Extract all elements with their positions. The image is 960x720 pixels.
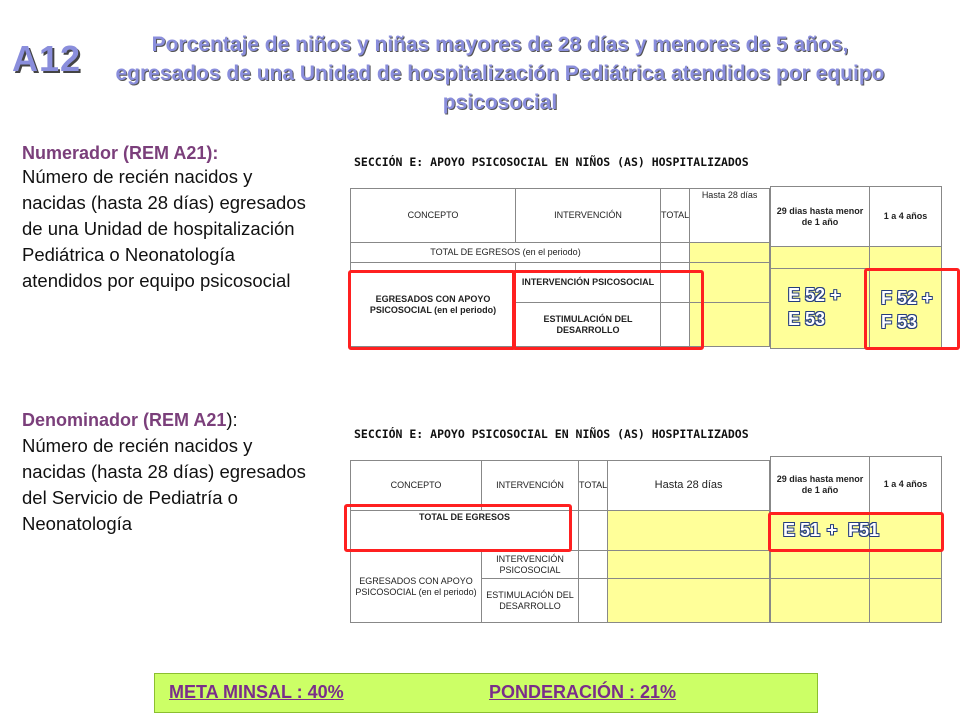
top-cell-hasta28-1 bbox=[690, 243, 770, 263]
meta-minsal-label: META MINSAL : 40% bbox=[169, 682, 344, 702]
top-row-estimulacion: ESTIMULACIÓN DEL DESARROLLO bbox=[516, 303, 661, 347]
bottom-formula bbox=[783, 518, 879, 542]
denominator-block bbox=[22, 407, 312, 537]
bottom-total-egresos-highlight bbox=[344, 504, 572, 552]
slide-code: A12 bbox=[12, 38, 82, 79]
top-col-29dias: 29 dias hasta menor de 1 año bbox=[771, 187, 870, 247]
bottom-cell-total-1 bbox=[579, 511, 608, 551]
bottom-row-estimulacion: ESTIMULACIÓN DEL DESARROLLO bbox=[482, 579, 579, 623]
denominator-heading-suffix: ): bbox=[226, 409, 238, 430]
top-row-egresados-apoyo: EGRESADOS CON APOYO PSICOSOCIAL (en el periodo) bbox=[351, 263, 516, 347]
bottom-col-intervencion: INTERVENCIÓN bbox=[482, 461, 579, 511]
bottom-cell-hasta28-1 bbox=[608, 511, 770, 551]
top-formula-e-line2: E 53 bbox=[788, 309, 826, 329]
top-age-cell-2 bbox=[870, 247, 942, 269]
bottom-cell-hasta28-2 bbox=[608, 551, 770, 579]
bottom-cell-total-2 bbox=[579, 551, 608, 579]
top-col-intervencion: INTERVENCIÓN bbox=[516, 189, 661, 243]
bottom-row-intervencion: INTERVENCIÓN PSICOSOCIAL bbox=[482, 551, 579, 579]
numerator-heading: Numerador (REM A21): bbox=[22, 143, 219, 163]
bottom-age-cell-3 bbox=[771, 551, 870, 579]
top-formula-f-line2: F 53 bbox=[881, 312, 918, 332]
top-formula-e bbox=[788, 283, 841, 331]
bottom-formula-plus: + bbox=[826, 520, 838, 540]
bottom-formula-e: E 51 bbox=[783, 520, 821, 540]
bottom-age-cell-6 bbox=[870, 579, 942, 623]
bottom-age-cell-4 bbox=[870, 551, 942, 579]
bottom-formula-f: F51 bbox=[848, 520, 880, 540]
top-age-cell-1 bbox=[771, 247, 870, 269]
bottom-col-1a4: 1 a 4 años bbox=[870, 457, 942, 513]
denominator-heading: Denominador (REM A21 bbox=[22, 410, 227, 430]
bottom-age-cell-5 bbox=[771, 579, 870, 623]
bottom-section-title: SECCIÓN E: APOYO PSICOSOCIAL EN NIÑOS (AS) HOSPITALIZADOS bbox=[354, 427, 749, 441]
top-formula-e-line1: E 52 + bbox=[788, 285, 841, 305]
top-formula-f-line1: F 52 + bbox=[881, 288, 933, 308]
denominator-text: Número de recién nacidos y nacidas (hasta 28 días) egresados del Servicio de Pediatría o Neonatología bbox=[22, 435, 306, 534]
bottom-cell-hasta28-3 bbox=[608, 579, 770, 623]
slide-title: Porcentaje de niños y niñas mayores de 28 días y menores de 5 años, egresados de una Unidad de hospitalización Pediátrica atendidos por equipo psicosocial bbox=[115, 33, 885, 114]
top-col-hasta28: Hasta 28 días bbox=[690, 189, 770, 243]
top-row-total-egresos: TOTAL DE EGRESOS (en el periodo) bbox=[351, 243, 661, 263]
top-col-1a4: 1 a 4 años bbox=[870, 187, 942, 247]
top-col-concepto: CONCEPTO bbox=[351, 189, 516, 243]
bottom-col-total: TOTAL bbox=[579, 461, 608, 511]
bottom-col-hasta28: Hasta 28 días bbox=[608, 461, 770, 511]
meta-bar bbox=[154, 673, 818, 713]
bottom-row-egresados-apoyo: EGRESADOS CON APOYO PSICOSOCIAL (en el periodo) bbox=[351, 551, 482, 623]
top-row-intervencion: INTERVENCIÓN PSICOSOCIAL bbox=[516, 263, 661, 303]
ponderacion-label: PONDERACIÓN : 21% bbox=[489, 682, 677, 702]
top-egresados-highlight bbox=[348, 270, 516, 350]
top-cell-total-1 bbox=[661, 243, 690, 263]
bottom-col-29dias: 29 dias hasta menor de 1 año bbox=[771, 457, 870, 513]
bottom-cell-total-3 bbox=[579, 579, 608, 623]
top-section-title: SECCIÓN E: APOYO PSICOSOCIAL EN NIÑOS (AS) HOSPITALIZADOS bbox=[354, 155, 749, 169]
bottom-row-total-egresos: TOTAL DE EGRESOS bbox=[351, 511, 579, 551]
top-formula-f bbox=[881, 286, 933, 334]
top-col-total: TOTAL bbox=[661, 189, 690, 243]
numerator-block bbox=[22, 143, 312, 294]
top-intervencion-highlight bbox=[512, 270, 704, 350]
numerator-text: Número de recién nacidos y nacidas (hasta 28 días) egresados de una Unidad de hospitalización Pediátrica o Neonatología atendidos por equipo psicosocial bbox=[22, 166, 306, 291]
bottom-col-concepto: CONCEPTO bbox=[351, 461, 482, 511]
